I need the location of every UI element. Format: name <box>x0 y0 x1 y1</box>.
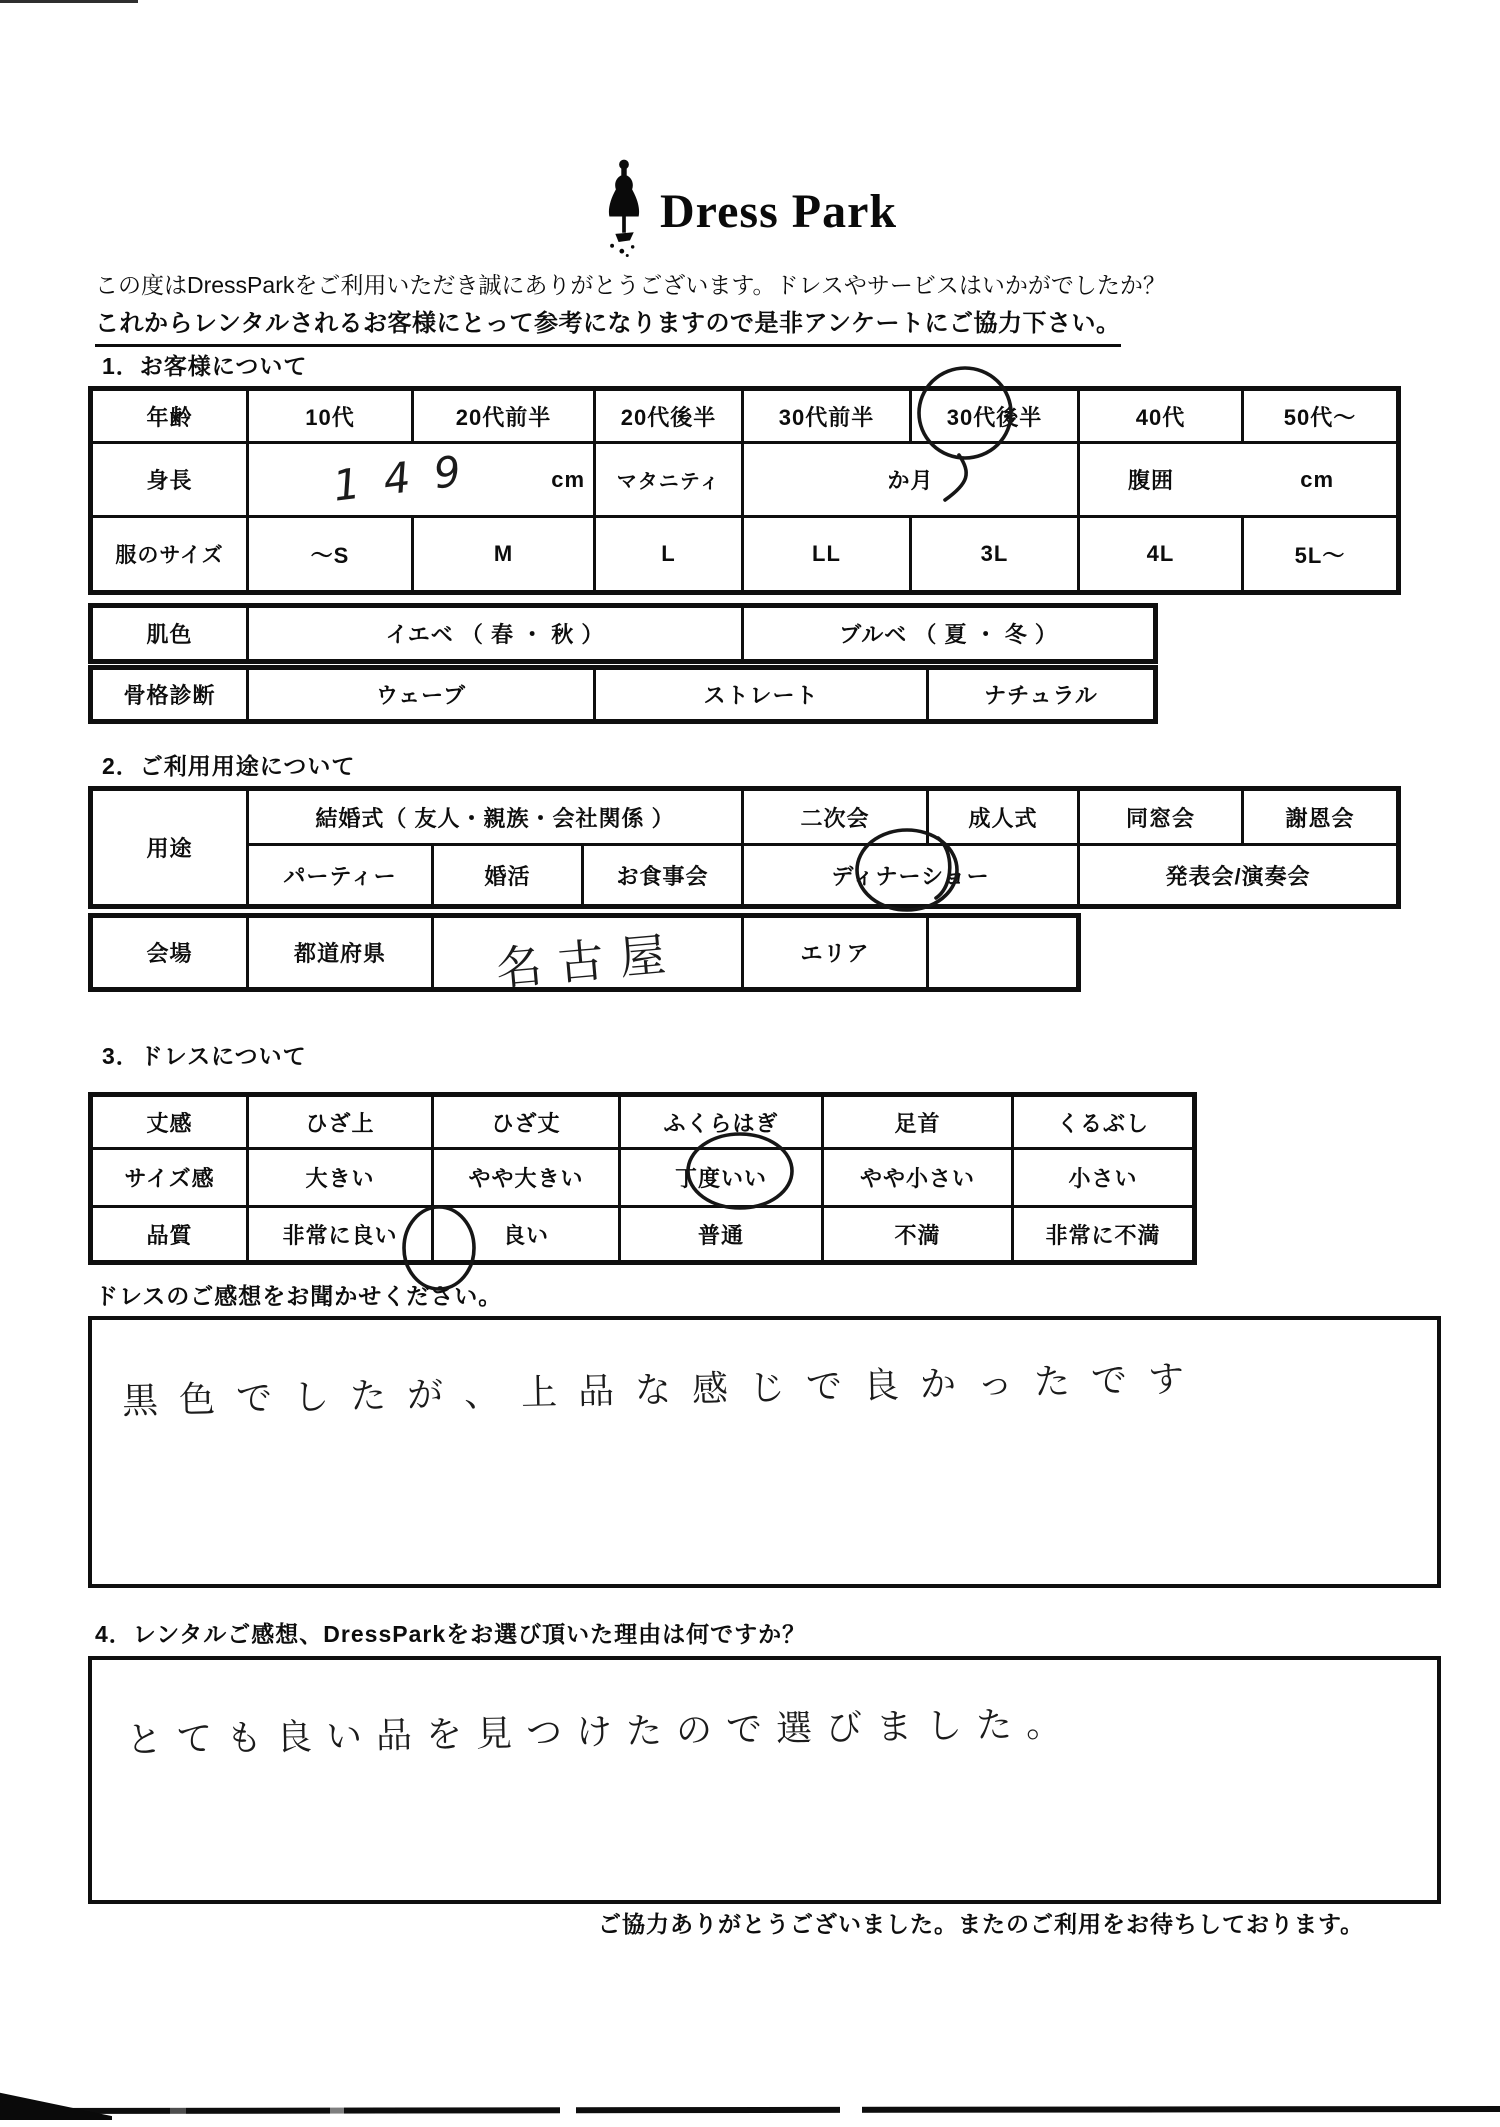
skin-tone-row <box>91 606 1156 662</box>
age-row <box>91 389 1399 443</box>
age-option-cell: 10代 <box>248 389 413 443</box>
size-feel-option-cell: 小さい <box>1013 1149 1195 1207</box>
section4-title: 4．レンタルご感想、DressParkをお選び頂いた理由は何ですか？ <box>95 1621 807 1647</box>
size-option-cell: M <box>413 517 595 593</box>
skeleton-option-cell: ウェーブ <box>248 668 595 722</box>
purpose-option-cell: 発表会/演奏会 <box>1079 845 1399 907</box>
venue-row <box>91 916 1079 990</box>
skin-tone-option-cell: ブルベ （ 夏 ・ 冬 ） <box>743 606 1156 662</box>
age-option-cell: 30代前半 <box>743 389 911 443</box>
footer-thanks-text: ご協力ありがとうございました。またのご利用をお待ちしております。 <box>598 1911 1365 1937</box>
height-handwritten-value: 149 <box>330 442 488 511</box>
size-option-cell: LL <box>743 517 911 593</box>
scan-edge-artifact-top <box>0 0 138 3</box>
purpose-option-cell: パーティー <box>248 845 433 907</box>
skeleton-row <box>91 668 1156 722</box>
quality-option-cell: 非常に不満 <box>1013 1207 1195 1263</box>
clothing-size-row <box>91 517 1399 593</box>
height-label-cell: 身長 <box>91 443 248 517</box>
age-option-cell: 50代～ <box>1243 389 1399 443</box>
scan-edge-artifact-bottom <box>0 2106 1500 2114</box>
age-selection-circle <box>893 355 1043 505</box>
purpose-option-cell: 謝恩会 <box>1243 789 1399 845</box>
waist-unit: cm <box>1300 466 1334 492</box>
skeleton-option-cell: ストレート <box>595 668 928 722</box>
clothing-size-label-cell: 服のサイズ <box>91 517 248 593</box>
height-row <box>91 443 1399 517</box>
scan-corner-artifact <box>0 2088 112 2120</box>
prefecture-handwritten-value: 名古屋 <box>493 925 684 996</box>
dress-feedback-box <box>88 1316 1441 1588</box>
prefecture-label-cell: 都道府県 <box>248 916 433 990</box>
size-feel-option-cell: やや小さい <box>823 1149 1013 1207</box>
size-feel-option-cell: 大きい <box>248 1149 433 1207</box>
purpose-label-cell: 用途 <box>91 789 248 907</box>
size-option-cell: 5L～ <box>1243 517 1399 593</box>
intro-line1: この度はDressParkをご利用いただき誠にありがとうございます。ドレスやサービスはいかがでしたか？ <box>95 272 1166 298</box>
prefecture-value-cell <box>433 916 743 996</box>
rental-feedback-box <box>88 1656 1441 1904</box>
size-option-cell: 3L <box>911 517 1079 593</box>
age-option-cell-selected: 30代後半 <box>911 389 1079 443</box>
quality-row <box>91 1207 1195 1263</box>
age-option-cell: 40代 <box>1079 389 1243 443</box>
dress-form-icon <box>598 158 650 262</box>
skin-tone-table <box>88 603 1158 664</box>
age-option-cell: 20代前半 <box>413 389 595 443</box>
dress-feedback-heading: ドレスのご感想をお聞かせください。 <box>95 1283 503 1309</box>
size-option-cell: 4L <box>1079 517 1243 593</box>
intro-line2: これからレンタルされるお客様にとって参考になりますので是非アンケートにご協力下さい。 <box>95 307 1121 347</box>
size-option-cell: L <box>595 517 743 593</box>
size-feel-option-cell: やや大きい <box>433 1149 620 1207</box>
quality-option-cell-selected: 非常に良い <box>248 1207 433 1263</box>
size-feel-label-cell: サイズ感 <box>91 1149 248 1207</box>
purpose-option-cell: 婚活 <box>433 845 583 907</box>
skeleton-label-cell: 骨格診断 <box>91 668 248 722</box>
maternity-months-cell: か月 <box>743 443 1079 517</box>
area-label-cell: エリア <box>743 916 928 990</box>
section2-title: 2．ご利用用途について <box>102 753 356 779</box>
quality-option-cell: 良い <box>433 1207 620 1263</box>
length-option-cell: ひざ丈 <box>433 1095 620 1149</box>
purpose-option-cell: 成人式 <box>928 789 1079 845</box>
purpose-row1 <box>91 789 1399 845</box>
skin-tone-label-cell: 肌色 <box>91 606 248 662</box>
size-option-cell: ～S <box>248 517 413 593</box>
skeleton-table <box>88 665 1158 724</box>
age-option-cell: 20代後半 <box>595 389 743 443</box>
brand-logo <box>598 158 897 262</box>
purpose-option-cell: 結婚式（ 友人・親族・会社関係 ） <box>248 789 743 845</box>
brand-name: Dress Park <box>660 185 898 238</box>
length-option-cell: 足首 <box>823 1095 1013 1149</box>
length-option-cell: くるぶし <box>1013 1095 1195 1149</box>
size-feel-row <box>91 1149 1195 1207</box>
purpose-selection-circle <box>840 818 980 920</box>
waist-cell <box>1079 443 1399 517</box>
purpose-option-cell: お食事会 <box>583 845 743 907</box>
purpose-table <box>88 786 1401 909</box>
venue-table <box>88 913 1081 996</box>
rental-feedback-handwritten-text: とても良い品を見つけたので選びました。 <box>125 1703 1077 1762</box>
intro-block <box>95 268 1465 347</box>
quality-label-cell: 品質 <box>91 1207 248 1263</box>
age-label-cell: 年齢 <box>91 389 248 443</box>
section3-title: 3．ドレスについて <box>102 1043 307 1069</box>
maternity-label-cell: マタニティ <box>595 443 743 517</box>
quality-option-cell: 普通 <box>620 1207 823 1263</box>
waist-label: 腹囲 <box>1128 468 1175 493</box>
venue-label-cell: 会場 <box>91 916 248 990</box>
length-row <box>91 1095 1195 1149</box>
length-option-cell: ひざ上 <box>248 1095 433 1149</box>
skin-tone-option-cell: イエベ （ 春 ・ 秋 ） <box>248 606 743 662</box>
customer-table-main <box>88 386 1401 595</box>
area-value-cell <box>928 916 1079 990</box>
size-feel-selection-circle <box>678 1126 808 1218</box>
purpose-option-cell-selected: ディナーショー <box>743 845 1079 907</box>
length-option-cell: ふくらはぎ <box>620 1095 823 1149</box>
height-input-cell <box>248 443 595 517</box>
purpose-option-cell: 同窓会 <box>1079 789 1243 845</box>
quality-option-cell: 不満 <box>823 1207 1013 1263</box>
section1-title: 1．お客様について <box>102 353 308 379</box>
dress-feedback-handwritten-text: 黒色でしたが、上品な感じで良かったです <box>121 1358 1206 1423</box>
height-unit: cm <box>551 466 585 492</box>
skeleton-option-cell: ナチュラル <box>928 668 1156 722</box>
quality-selection-circle <box>392 1202 487 1297</box>
purpose-option-cell: 二次会 <box>743 789 928 845</box>
dress-table <box>88 1092 1197 1265</box>
purpose-row2 <box>91 845 1399 907</box>
size-feel-option-cell-selected: 丁度いい <box>620 1149 823 1207</box>
length-label-cell: 丈感 <box>91 1095 248 1149</box>
